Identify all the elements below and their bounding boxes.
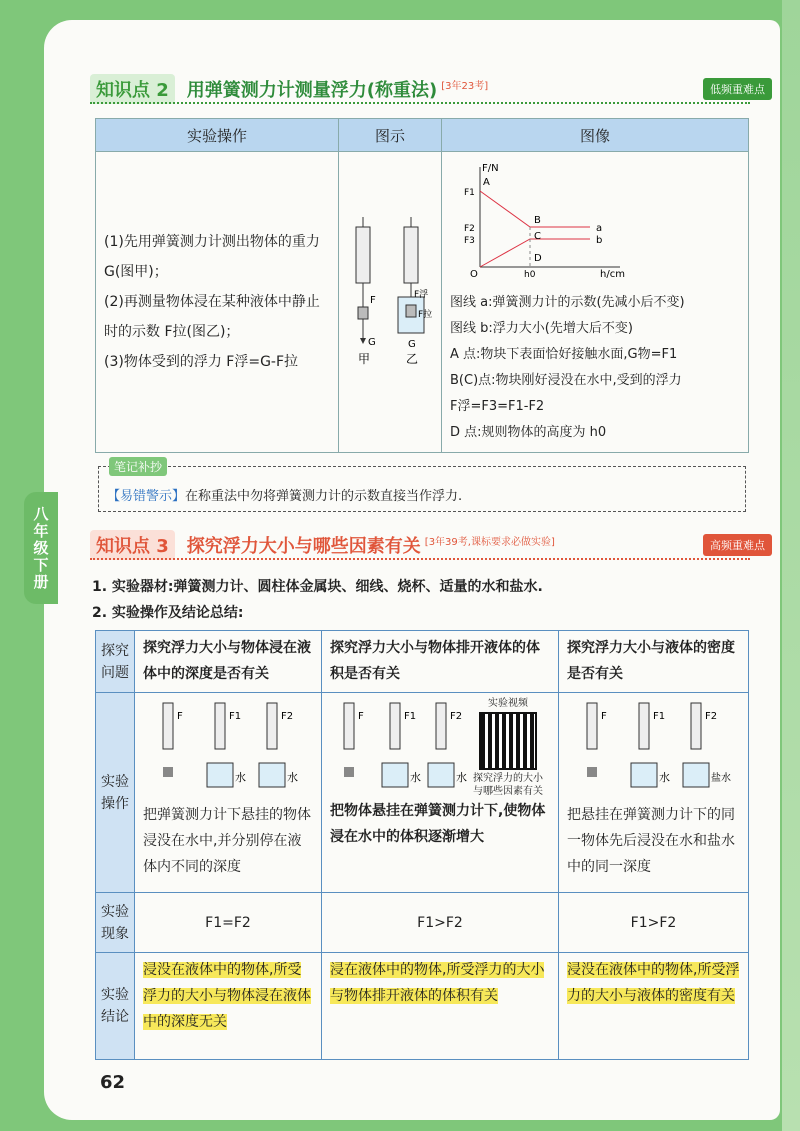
row-head-question: 探究问题	[96, 631, 135, 693]
kp3-tag: [3年39考,课标要求必做实验]	[424, 536, 555, 548]
conc-density-text: 浸没在液体中的物体,所受浮力的大小与液体的密度有关	[567, 962, 740, 1004]
op1-F2: F2	[281, 711, 294, 722]
step-1: 1. 实验器材:弹簧测力计、圆柱体金属块、细线、烧杯、适量的水和盐水.	[92, 579, 543, 595]
t1-header-fig: 图示	[339, 119, 442, 152]
graph-B: B	[534, 214, 541, 226]
graph-note: 图线 a:弹簧测力计的示数(先减小后不变)	[450, 294, 685, 310]
graph-D: D	[534, 252, 542, 264]
fig-label-yi: 乙	[406, 351, 419, 366]
kp3-label: 知识点 3	[90, 530, 175, 560]
buoyancy-factors-table	[95, 630, 749, 1060]
fig-label-G2: G	[408, 338, 416, 350]
graph-y-label: F/N	[482, 162, 499, 174]
graph-F2: F2	[464, 223, 475, 234]
qr-caption: 探究浮力的大小与哪些因素有关	[473, 773, 543, 797]
op-density-cell	[559, 693, 749, 893]
row-head-operation: 实验操作	[96, 693, 135, 893]
graph-b: b	[596, 234, 603, 246]
kp3-title: 探究浮力大小与哪些因素有关	[186, 536, 421, 557]
op-depth-text: 把弹簧测力计下悬挂的物体浸没在水中,并分别停在液体内不同的深度	[143, 807, 311, 875]
kp3-badge: 高频重难点	[703, 534, 772, 556]
weighing-method-table	[95, 118, 749, 453]
page-number: 62	[100, 1072, 126, 1093]
op-depth-figure	[143, 697, 303, 793]
op2-F1: F1	[404, 711, 417, 722]
conc-volume	[322, 953, 559, 1060]
conc-depth	[135, 953, 322, 1060]
row-head-conclusion: 实验结论	[96, 953, 135, 1060]
qr-block[interactable]	[470, 697, 546, 798]
graph-note: F浮=F3=F1-F2	[450, 398, 545, 414]
t1-step: (1)先用弹簧测力计测出物体的重力 G(图甲)；	[104, 234, 320, 280]
question-volume: 探究浮力大小与物体排开液体的体积是否有关	[322, 631, 559, 693]
conc-volume-text: 浸在液体中的物体,所受浮力的大小与物体排开液体的体积有关	[330, 962, 545, 1004]
graph-note: 图线 b:浮力大小(先增大后不变)	[450, 320, 633, 336]
op1-F: F	[177, 711, 183, 722]
op3-water: 水	[659, 771, 670, 784]
conc-depth-text: 浸没在液体中的物体,所受浮力的大小与物体浸在液体中的深度无关	[143, 962, 311, 1030]
row-head-phenomenon: 实验现象	[96, 893, 135, 953]
question-depth: 探究浮力大小与物体浸在液体中的深度是否有关	[135, 631, 322, 693]
op3-salt: 盐水	[711, 773, 731, 784]
t1-header-graph: 图像	[442, 119, 749, 152]
fig-label-jia: 甲	[358, 351, 371, 366]
kp2-heading	[90, 74, 488, 104]
kp3-heading	[90, 530, 555, 560]
conc-density	[559, 953, 749, 1060]
op-density-text: 把悬挂在弹簧测力计下的同一物体先后浸没在水和盐水中的同一深度	[567, 807, 735, 875]
op-volume-text: 把物体悬挂在弹簧测力计下,使物体浸在水中的体积逐渐增大	[330, 803, 546, 845]
note-body	[107, 485, 462, 504]
warn-label: 【易错警示】	[107, 489, 186, 504]
graph-O: O	[470, 268, 478, 280]
op1-water: 水	[235, 771, 246, 784]
graph-note: B(C)点:物块刚好浸没在水中,受到的浮力	[450, 372, 682, 388]
op3-F1: F1	[653, 711, 666, 722]
graph-x-label: h/cm	[600, 268, 625, 280]
page-edge	[782, 0, 800, 1131]
note-box	[98, 460, 746, 512]
graph-F3: F3	[464, 235, 475, 246]
t1-header-op: 实验操作	[96, 119, 339, 152]
graph-note: D 点:规则物体的高度为 h0	[450, 424, 607, 440]
op3-F2: F2	[705, 711, 718, 722]
kp2-tag: [3年23考]	[441, 80, 489, 92]
t1-steps-cell	[96, 152, 339, 453]
op3-F: F	[601, 711, 607, 722]
op-volume-figure	[330, 697, 470, 793]
fig-label-Fla: F拉	[418, 309, 433, 320]
fig-label-F: F	[370, 294, 376, 306]
t1-figure-cell	[339, 152, 442, 453]
op2-F2: F2	[450, 711, 463, 722]
kp2-divider	[90, 102, 750, 104]
question-density: 探究浮力大小与液体的密度是否有关	[559, 631, 749, 693]
qr-code-icon[interactable]	[479, 712, 537, 770]
graph-note: A 点:物块下表面恰好接触水面,G物=F1	[450, 346, 678, 362]
phen-density: F1>F2	[559, 893, 749, 953]
graph-F1: F1	[464, 187, 475, 198]
op2-water: 水	[410, 771, 421, 784]
fig-label-G: G	[368, 336, 376, 348]
step-2: 2. 实验操作及结论总结:	[92, 605, 244, 621]
graph-a: a	[596, 222, 603, 234]
op1-water2: 水	[287, 771, 298, 784]
kp2-title: 用弹簧测力计测量浮力(称重法)	[186, 80, 438, 101]
grade-side-tab: 八年级下册	[24, 492, 58, 604]
force-depth-graph	[450, 159, 630, 279]
phen-depth: F1=F2	[135, 893, 322, 953]
kp2-label: 知识点 2	[90, 74, 175, 104]
op-volume-visuals	[330, 697, 550, 798]
warn-text: 在称重法中勿将弹簧测力计的示数直接当作浮力.	[185, 489, 463, 504]
note-header: 笔记补抄	[109, 457, 167, 476]
t1-graph-cell	[442, 152, 749, 453]
op-volume-cell	[322, 693, 559, 893]
t1-step: (2)再测量物体浸在某种液体中静止时的示数 F拉(图乙)；	[104, 294, 320, 340]
op2-water2: 水	[456, 771, 467, 784]
op-depth-cell	[135, 693, 322, 893]
op2-F: F	[358, 711, 364, 722]
op-density-figure	[567, 697, 731, 793]
kp3-divider	[90, 558, 750, 560]
fig-label-Ffu: F浮	[414, 289, 429, 300]
graph-h0: h0	[524, 269, 536, 280]
phen-volume: F1>F2	[322, 893, 559, 953]
graph-notes	[450, 290, 740, 446]
op1-F1: F1	[229, 711, 242, 722]
graph-A: A	[483, 176, 490, 188]
t1-step: (3)物体受到的浮力 F浮=G-F拉	[104, 354, 299, 370]
graph-C: C	[534, 230, 541, 242]
kp2-badge: 低频重难点	[703, 78, 772, 100]
spring-scale-figure	[342, 207, 438, 387]
qr-title: 实验视频	[488, 698, 528, 709]
